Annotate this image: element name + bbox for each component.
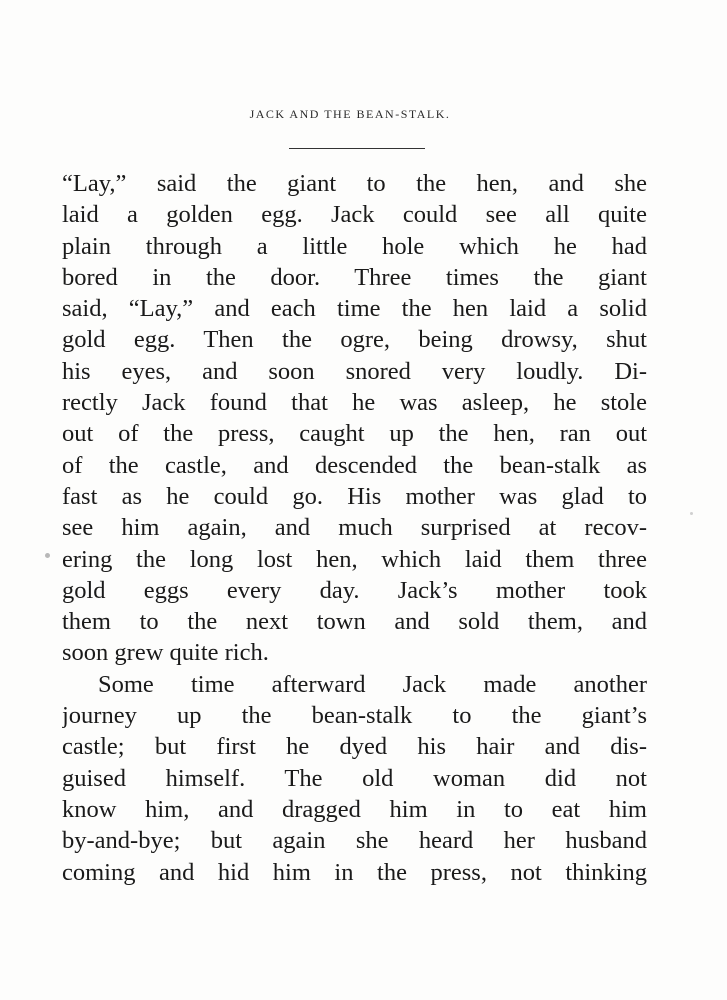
text-line: coming and hid him in the press, not thinking bbox=[62, 858, 647, 886]
text-line: gold egg. Then the ogre, being drowsy, shut bbox=[62, 326, 647, 354]
text-line: fast as he could go. His mother was glad to bbox=[62, 482, 647, 510]
text-line: know him, and dragged him in to eat him bbox=[62, 795, 647, 823]
head-rule bbox=[289, 148, 425, 149]
text-line: journey up the bean-stalk to the giant’s bbox=[62, 702, 647, 730]
text-line: soon grew quite rich. bbox=[62, 639, 269, 667]
text-line: said, “Lay,” and each time the hen laid a solid bbox=[62, 295, 647, 323]
text-line: gold eggs every day. Jack’s mother took bbox=[62, 576, 647, 604]
body-text bbox=[62, 168, 647, 888]
paragraph bbox=[62, 168, 647, 669]
text-line: out of the press, caught up the hen, ran out bbox=[62, 420, 647, 448]
text-line: by-and-bye; but again she heard her husband bbox=[62, 827, 647, 855]
text-line: laid a golden egg. Jack could see all quite bbox=[62, 201, 647, 229]
text-line: plain through a little hole which he had bbox=[62, 232, 647, 260]
running-head: JACK AND THE BEAN-STALK. bbox=[249, 107, 451, 121]
text-line: rectly Jack found that he was asleep, he stole bbox=[62, 389, 647, 417]
paragraph bbox=[62, 669, 647, 888]
paper-speck bbox=[690, 512, 693, 515]
text-line: ering the long lost hen, which laid them three bbox=[62, 545, 647, 573]
text-line: castle; but first he dyed his hair and dis- bbox=[62, 733, 647, 761]
text-line: “Lay,” said the giant to the hen, and she bbox=[62, 170, 647, 197]
text-line: guised himself. The old woman did not bbox=[62, 764, 647, 792]
text-line: see him again, and much surprised at recov- bbox=[62, 514, 647, 542]
text-line: of the castle, and descended the bean-stalk as bbox=[62, 451, 647, 479]
text-line: bored in the door. Three times the giant bbox=[62, 263, 647, 291]
text-line: Some time afterward Jack made another bbox=[98, 670, 647, 698]
paper-speck bbox=[45, 553, 50, 558]
text-line: his eyes, and soon snored very loudly. Di- bbox=[62, 357, 647, 385]
text-line: them to the next town and sold them, and bbox=[62, 608, 647, 636]
